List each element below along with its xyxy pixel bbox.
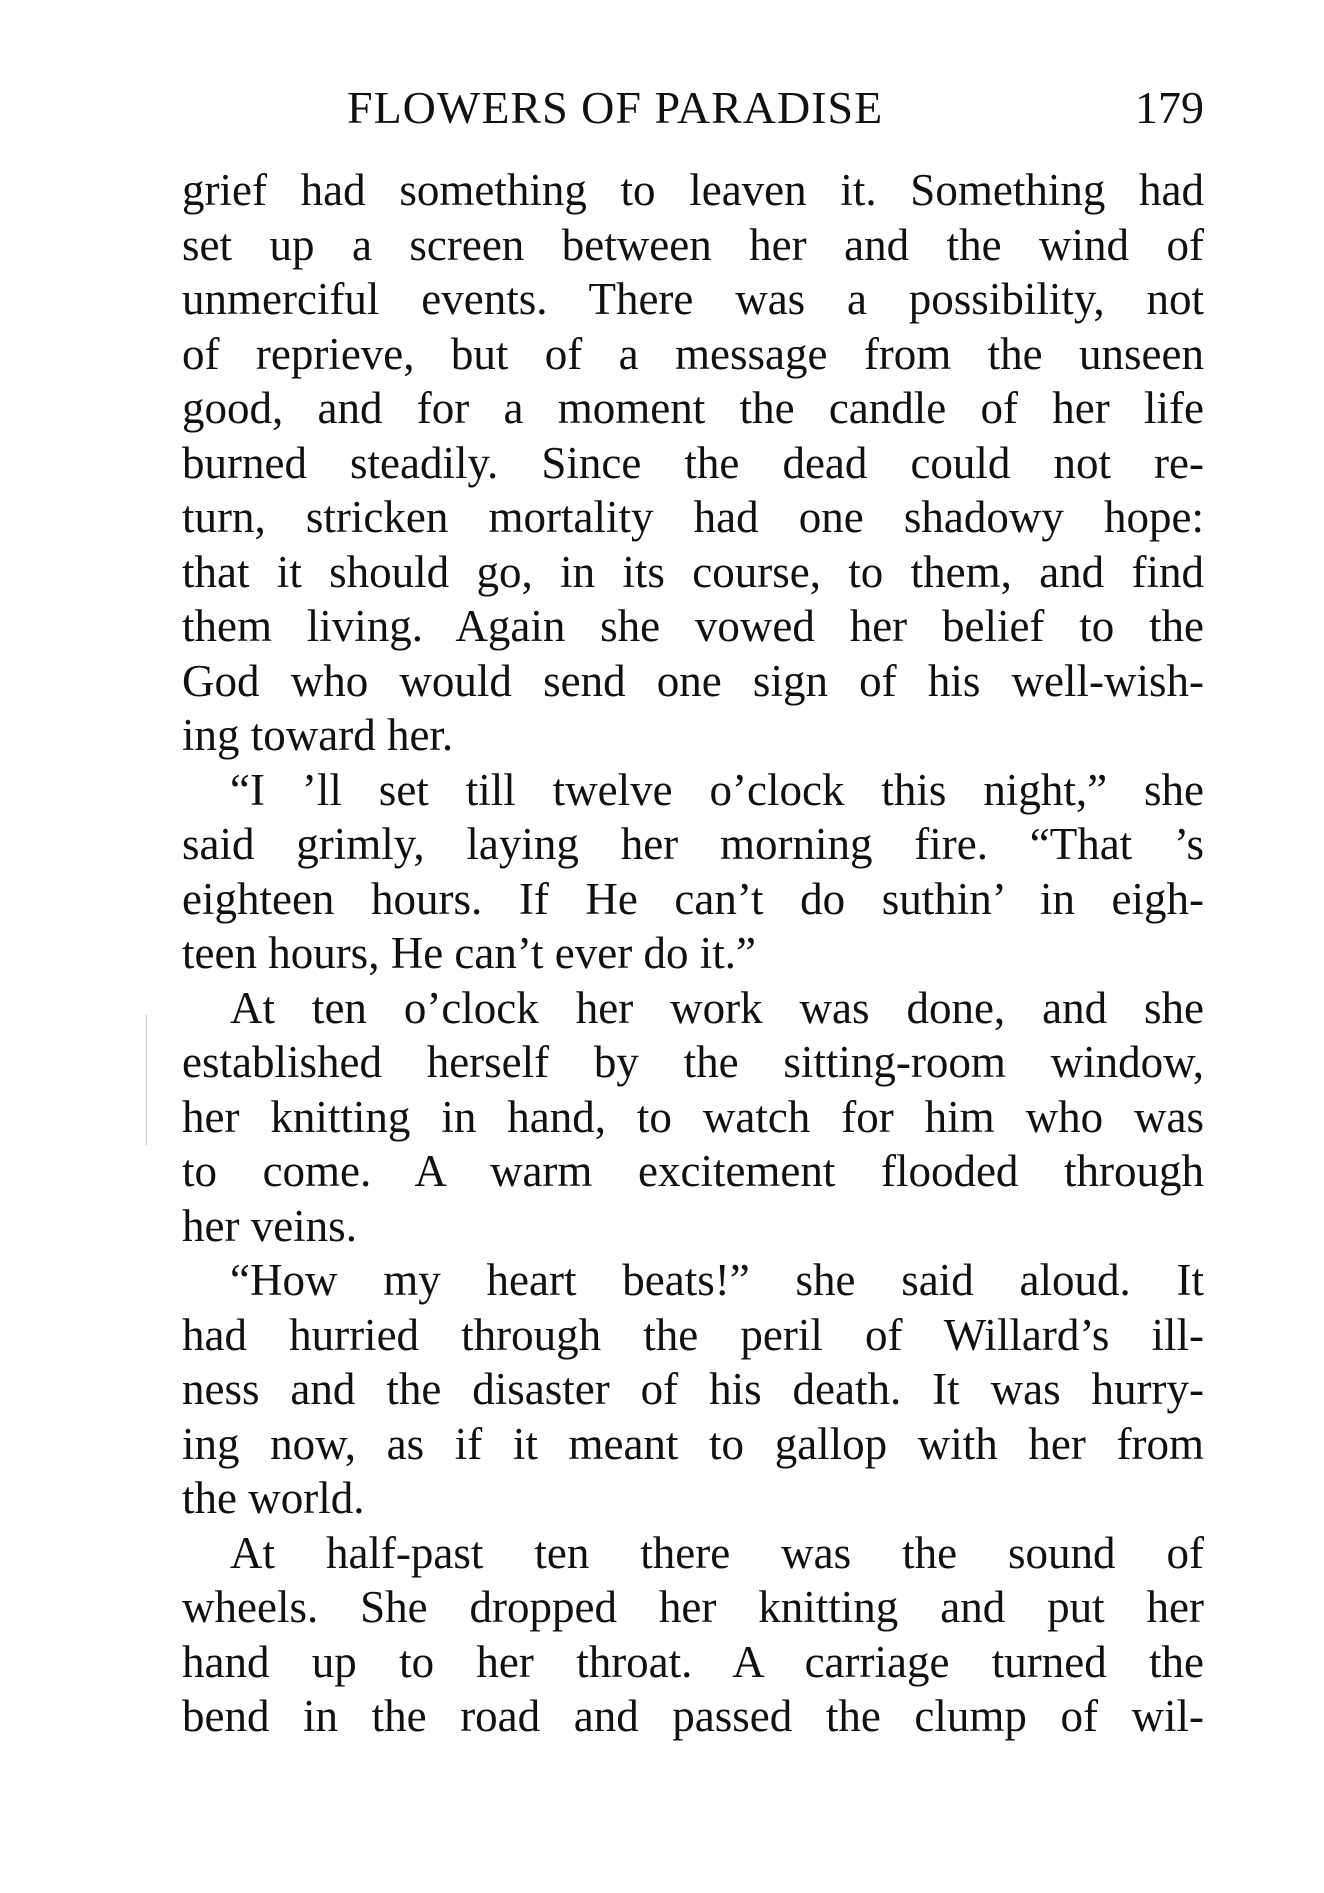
text-line: ing toward her. bbox=[182, 710, 454, 760]
text-line: her knitting in hand, to watch for him who was bbox=[182, 1091, 1204, 1142]
text-line: ness and the disaster of his death. It was hurry- bbox=[182, 1364, 1204, 1414]
text-line: wheels. She dropped her knitting and put her bbox=[182, 1582, 1204, 1632]
paragraph-start-line: At half-past ten there was the sound of bbox=[230, 1527, 1204, 1578]
text-line: God who would send one sign of his well-wish- bbox=[182, 655, 1204, 706]
text-line: hand up to her throat. A carriage turned the bbox=[182, 1636, 1204, 1687]
text-line: grief had something to leaven it. Something had bbox=[182, 165, 1204, 215]
text-line: good, and for a moment the candle of her life bbox=[182, 383, 1204, 433]
text-line: the world. bbox=[182, 1473, 365, 1523]
text-line: turn, stricken mortality had one shadowy hope: bbox=[182, 492, 1204, 542]
running-head: FLOWERS OF PARADISE bbox=[347, 82, 884, 133]
text-line: teen hours, He can’t ever do it.” bbox=[182, 928, 756, 978]
page-header bbox=[182, 78, 1204, 138]
text-line: of reprieve, but of a message from the unseen bbox=[182, 328, 1204, 379]
text-line: established herself by the sitting-room window, bbox=[182, 1037, 1204, 1087]
text-line: ing now, as if it meant to gallop with her from bbox=[182, 1418, 1204, 1469]
text-line: unmerciful events. There was a possibility, not bbox=[182, 274, 1204, 324]
page-number: 179 bbox=[1135, 82, 1204, 133]
text-line: bend in the road and passed the clump of wil- bbox=[182, 1691, 1204, 1741]
text-line: burned steadily. Since the dead could not re- bbox=[182, 437, 1204, 488]
text-line: to come. A warm excitement flooded through bbox=[182, 1146, 1204, 1196]
text-line: said grimly, laying her morning fire. “That ’s bbox=[182, 819, 1204, 869]
text-line: had hurried through the peril of Willard’s ill- bbox=[182, 1309, 1204, 1360]
text-line: that it should go, in its course, to them, and find bbox=[182, 546, 1204, 597]
text-line: her veins. bbox=[182, 1200, 357, 1251]
margin-mark bbox=[146, 1015, 147, 1145]
text-line: set up a screen between her and the wind of bbox=[182, 219, 1204, 270]
text-line: eighteen hours. If He can’t do suthin’ in eigh- bbox=[182, 873, 1204, 924]
paragraph-start-line: “How my heart beats!” she said aloud. It bbox=[230, 1255, 1204, 1305]
paragraph-start-line: At ten o’clock her work was done, and she bbox=[230, 982, 1204, 1033]
text-line: them living. Again she vowed her belief to the bbox=[182, 601, 1204, 651]
body-text bbox=[182, 163, 1204, 1744]
paragraph-start-line: “I ’ll set till twelve o’clock this night,” she bbox=[230, 764, 1204, 815]
